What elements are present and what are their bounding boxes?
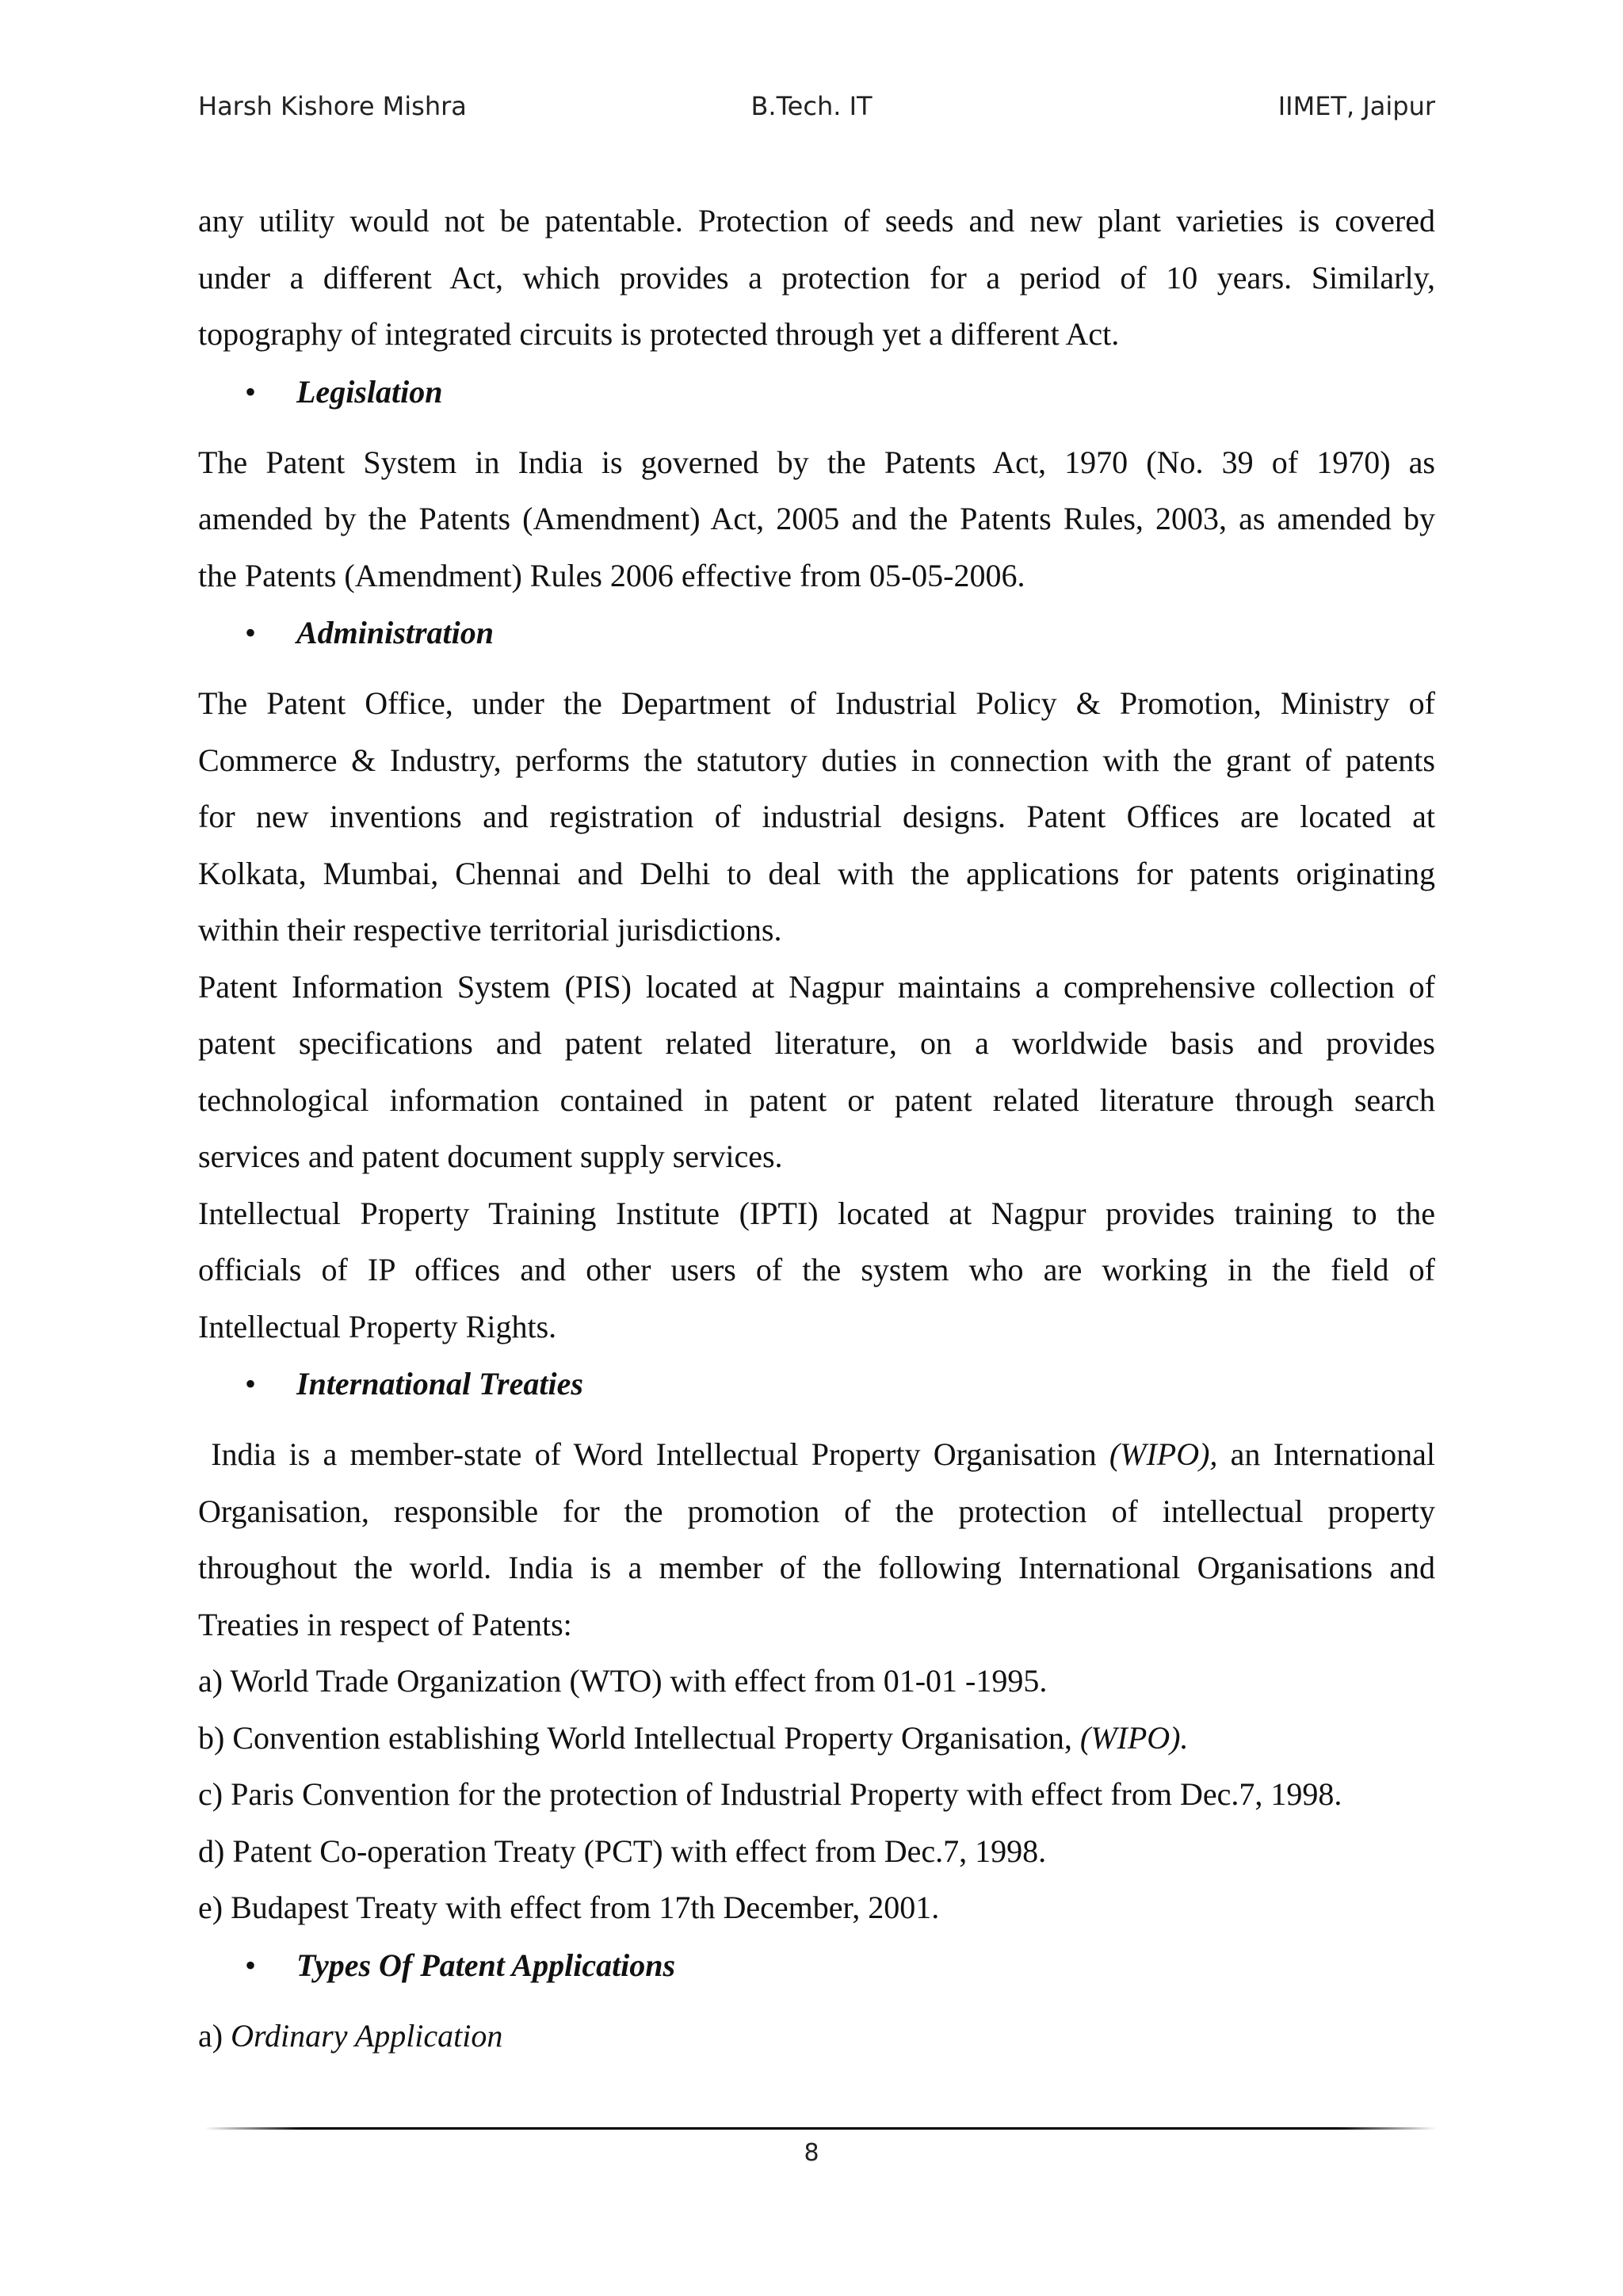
paragraph-line: throughout the world. India is a member of the following International Organisations and: [198, 1550, 1435, 1585]
paragraph-line: Intellectual Property Training Institute (IPTI) located at Nagpur provides training to the: [198, 1195, 1435, 1231]
header-course: B.Tech. IT: [750, 91, 873, 121]
administration-paragraph-1: [198, 675, 1435, 959]
paragraph-line: Treaties in respect of Patents:: [198, 1606, 572, 1642]
paragraph-line: officials of IP offices and other users of the system who are working in the field of: [198, 1252, 1435, 1287]
list-item: e) Budapest Treaty with effect from 17th December, 2001.: [198, 1890, 940, 1925]
paragraph-line: The Patent System in India is governed by the Patents Act, 1970 (No. 39 of 1970) as: [198, 444, 1435, 480]
list-item: c) Paris Convention for the protection of Industrial Property with effect from Dec.7, 1998.: [198, 1776, 1342, 1812]
paragraph-line: within their respective territorial jurisdictions.: [198, 912, 782, 948]
paragraph-line: technological information contained in patent or patent related literature through search: [198, 1081, 1435, 1118]
heading-international-treaties: • International Treaties: [198, 1355, 1435, 1413]
treaty-line-text: an International: [1230, 1436, 1436, 1472]
page-body: [198, 193, 1435, 2064]
list-item: [198, 1710, 1435, 1767]
header-institute: IIMET, Jaipur: [1277, 91, 1435, 121]
list-item-prefix: a): [198, 2017, 223, 2054]
heading-types-of-patent-applications: • Types Of Patent Applications: [198, 1936, 1435, 1995]
intro-line: topography of integrated circuits is protected through yet a different Act.: [198, 316, 1120, 352]
paragraph-line: Patent Information System (PIS) located at Nagpur maintains a comprehensive collection of: [198, 968, 1435, 1005]
list-item: a) World Trade Organization (WTO) with effect from 01-01 -1995.: [198, 1663, 1048, 1699]
list-item-text: b) Convention establishing World Intellectual Property Organisation,: [198, 1719, 1072, 1756]
intro-line: any utility would not be patentable. Protection of seeds and new plant varieties is covered: [198, 203, 1435, 238]
paragraph-line: Intellectual Property Rights.: [198, 1308, 557, 1344]
paragraph-line: The Patent Office, under the Department of Industrial Policy & Promotion, Ministry of: [198, 685, 1435, 721]
administration-paragraph-2: [198, 959, 1435, 1185]
treaties-paragraph: [198, 1426, 1435, 1936]
wipo-abbr: (WIPO).: [1079, 1719, 1189, 1756]
administration-paragraph-3: [198, 1185, 1435, 1356]
legislation-paragraph: [198, 434, 1435, 605]
heading-administration: • Administration: [198, 604, 1435, 662]
footer-rule: [204, 2127, 1437, 2130]
paragraph-line: Organisation, responsible for the promotion of the protection of intellectual property: [198, 1493, 1435, 1529]
list-item: d) Patent Co-operation Treaty (PCT) with effect from Dec.7, 1998.: [198, 1833, 1047, 1869]
ordinary-application-label: Ordinary Application: [231, 2017, 503, 2054]
paragraph-line: patent specifications and patent related literature, on a worldwide basis and provides: [198, 1025, 1435, 1061]
wipo-abbr: (WIPO),: [1109, 1436, 1218, 1472]
treaty-line-text: India is a member-state of Word Intellectual Property Organisation: [211, 1436, 1097, 1472]
paragraph-line: Commerce & Industry, performs the statutory duties in connection with the grant of patents: [198, 742, 1435, 778]
paragraph-line: Kolkata, Mumbai, Chennai and Delhi to deal with the applications for patents originating: [198, 855, 1435, 891]
page-number: 8: [804, 2139, 819, 2167]
list-item: [198, 2008, 1435, 2065]
intro-line: under a different Act, which provides a protection for a period of 10 years. Similarly,: [198, 259, 1435, 296]
paragraph-line: the Patents (Amendment) Rules 2006 effective from 05-05-2006.: [198, 557, 1025, 593]
paragraph-line: for new inventions and registration of industrial designs. Patent Offices are located at: [198, 799, 1435, 834]
heading-legislation: • Legislation: [198, 363, 1435, 421]
header-author: Harsh Kishore Mishra: [198, 91, 467, 121]
paragraph-line: services and patent document supply services.: [198, 1138, 783, 1174]
paragraph-line: amended by the Patents (Amendment) Act, 2005 and the Patents Rules, 2003, as amended by: [198, 501, 1435, 536]
paragraph-line: [198, 1426, 1435, 1483]
